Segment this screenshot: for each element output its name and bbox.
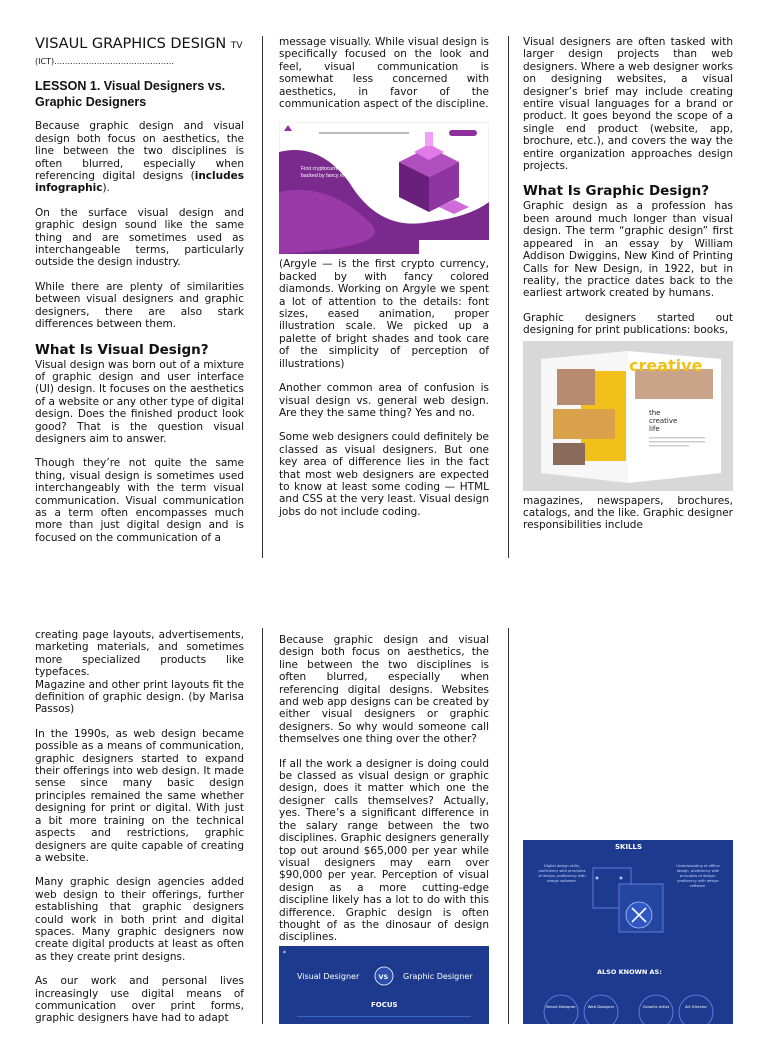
paragraph: In the 1990s, as web design became possible as a means of communication, graphic designers started to expand their offerings into web design. It made sense since many basic design principles remained the same whether designing for print or digital. With just a bit more training on the technical aspects and restrictions, graphic designers are quite capable of creating a website.: [35, 727, 244, 864]
role-web-designer: Web Designer: [587, 1004, 615, 1009]
magazine-subhead: the: [649, 408, 661, 417]
visual-designer-label: Visual Designer: [297, 972, 360, 981]
image-caption: (Argyle — is the first crypto currency, backed by with fancy colored diamonds. Working on Argyle we spent a lot of attention to the details: font sizes, eased animation, proper illustration scale. We picked up a palette of bright shades and took care of the simplicity of perception of illustrations): [279, 258, 489, 370]
vs-text: VS: [378, 973, 389, 981]
lesson-heading: LESSON 1. Visual Designers vs. Graphic Designers: [35, 79, 226, 110]
photo-landscape: [553, 409, 615, 439]
column-1: [35, 36, 244, 556]
bold-text: includes infographic: [35, 170, 244, 195]
paragraph: Many graphic design agencies added web design to their offerings, further establishing that graphic designers could work in both print and digital spaces. Many graphic designers now create digital products at least as often as they create print designs.: [35, 876, 244, 963]
skills-infographic: [523, 840, 733, 1024]
section-heading-graphic-design: What Is Graphic Design?: [523, 183, 710, 200]
paragraph: Magazine and other print layouts fit the definition of graphic design. (by Marisa Passos): [35, 678, 244, 716]
skills-left-text: Digital design skills, proficiency with principles of design, proficiency with design software.: [538, 864, 586, 883]
magazine-spread-image: [523, 341, 733, 491]
paragraph: Graphic design as a profession has been around much longer than visual design. The term “graphic design” first appeared in an essay by William Addison Dwiggins, New Kind of Printing Calls for New Design, in 1922, but in reality, the practice dates back to the earliest artwork created by humans.: [523, 200, 733, 300]
column-5: [279, 634, 489, 944]
argyle-headline-1: First cryptocurrency: [301, 166, 347, 173]
paragraph: Because graphic design and visual design both focus on aesthetics, the line between the two disciplines is often blurred, especially when referencing digital designs (includes infographic).: [35, 120, 244, 195]
section-heading-visual-design: What Is Visual Design?: [35, 341, 209, 358]
column-4: [35, 629, 244, 1037]
column-2: [279, 36, 489, 530]
role-graphic-artist: Graphic Artist: [642, 1004, 670, 1009]
paragraph: Another common area of confusion is visual design vs. general web design. Are they the same thing? Yes and no.: [279, 382, 489, 419]
svg-text:life: life: [649, 424, 660, 433]
photo-portrait: [553, 443, 585, 465]
role-art-director: Art Director: [684, 1004, 708, 1009]
column-3: [523, 36, 733, 544]
paragraph: magazines, newspapers, brochures, catalogs, and the like. Graphic designer responsibilities include: [523, 494, 733, 532]
paragraph: If all the work a designer is doing could be classed as visual design or graphic design, does it matter which one the designer calls themselves? Actually, yes. There’s a significant difference in the salary range between the two disciplines. Graphic designers generally top out around $65,000 per year while visual designers may earn over $90,000 per year. Perception of visual design as a more cutting-edge discipline likely has a lot to do with this difference. Graphic design is often thought of as the dinosaur of design disciplines.: [279, 757, 489, 944]
paragraph: message visually. While visual design is specifically focused on the look and feel, visual communication is somewhat less concerned with aesthetics, in favor of the communication aspect of the discipline.: [279, 36, 489, 111]
argyle-website-image: [279, 122, 489, 254]
paragraph: creating page layouts, advertisements, marketing materials, and sometimes more specialized products like typefaces.: [35, 629, 244, 679]
argyle-headline-2: backed by fancy metals: [301, 173, 356, 180]
title-text: VISAUL GRAPHICS DESIGN: [35, 36, 227, 52]
svg-text:*: *: [283, 950, 286, 957]
paragraph: Visual design was born out of a mixture of graphic design and user interface (UI) design. It focuses on the aesthetics of a website or any other type of digital design. Does the finished product look good? That is the question visual designers aim to answer.: [35, 358, 244, 445]
paragraph: Because graphic design and visual design both focus on aesthetics, the line between the two disciplines is often blurred, especially when referencing digital designs. Websites and web app designs can be created by either visual designers or graphic designers. So why would someone call themselves one thing over the other?: [279, 634, 489, 746]
column-divider: [508, 36, 509, 558]
graphic-designer-label: Graphic Designer: [403, 972, 473, 981]
paragraph: Some web designers could definitely be classed as visual designers. But one key area of difference lies in the fact that most web designers are expected to know at least some coding — HTML and CSS at the very least. Visual design jobs do not include coding.: [279, 431, 489, 518]
visual-vs-graphic-infographic: [279, 946, 489, 1024]
role-brand-designer: Brand Designer: [546, 1004, 576, 1009]
photo-thumbnail: [557, 369, 595, 405]
document-title: [35, 36, 244, 55]
title-suffix: TV: [230, 41, 243, 51]
paragraph: Visual designers are often tasked with larger design projects than web designers. Where a web designer works on designing websites, a visual designer’s brief may include creating entire visual languages for a brand or product. It goes beyond the scope of a single end product (website, app, brochure, etc.), and covers the way the entire organization approaches design projects.: [523, 36, 733, 173]
column-divider: [262, 36, 263, 558]
magazine-headline: creative: [629, 355, 703, 375]
column-divider: [262, 628, 263, 1024]
skills-right-text: Understanding of offline design, proficiency with principles of design, proficiency with design software.: [676, 864, 720, 888]
subject-line: (ICT)………………………………………: [35, 57, 175, 66]
also-known-as-heading: ALSO KNOWN AS:: [597, 968, 662, 976]
paragraph: On the surface visual design and graphic design sound like the same thing and are sometimes used as interchangeable terms, particularly outside the design industry.: [35, 206, 244, 269]
paragraph: As our work and personal lives increasingly use digital means of communication over print forms, graphic designers have had to adapt: [35, 975, 244, 1025]
skills-heading: SKILLS: [615, 843, 643, 851]
column-divider: [508, 628, 509, 1024]
svg-text:creative: creative: [649, 416, 678, 425]
paragraph: Graphic designers started out designing for print publications: books,: [523, 311, 733, 337]
focus-label: FOCUS: [371, 1001, 398, 1009]
paragraph: Though they’re not quite the same thing, visual design is sometimes used interchangeably with the term visual communication. Visual communication as a term often encompasses much more than just digital design and is focused on the communication of a: [35, 457, 244, 544]
paragraph: While there are plenty of similarities between visual designers and graphic designers, there are also stark differences between them.: [35, 280, 244, 331]
